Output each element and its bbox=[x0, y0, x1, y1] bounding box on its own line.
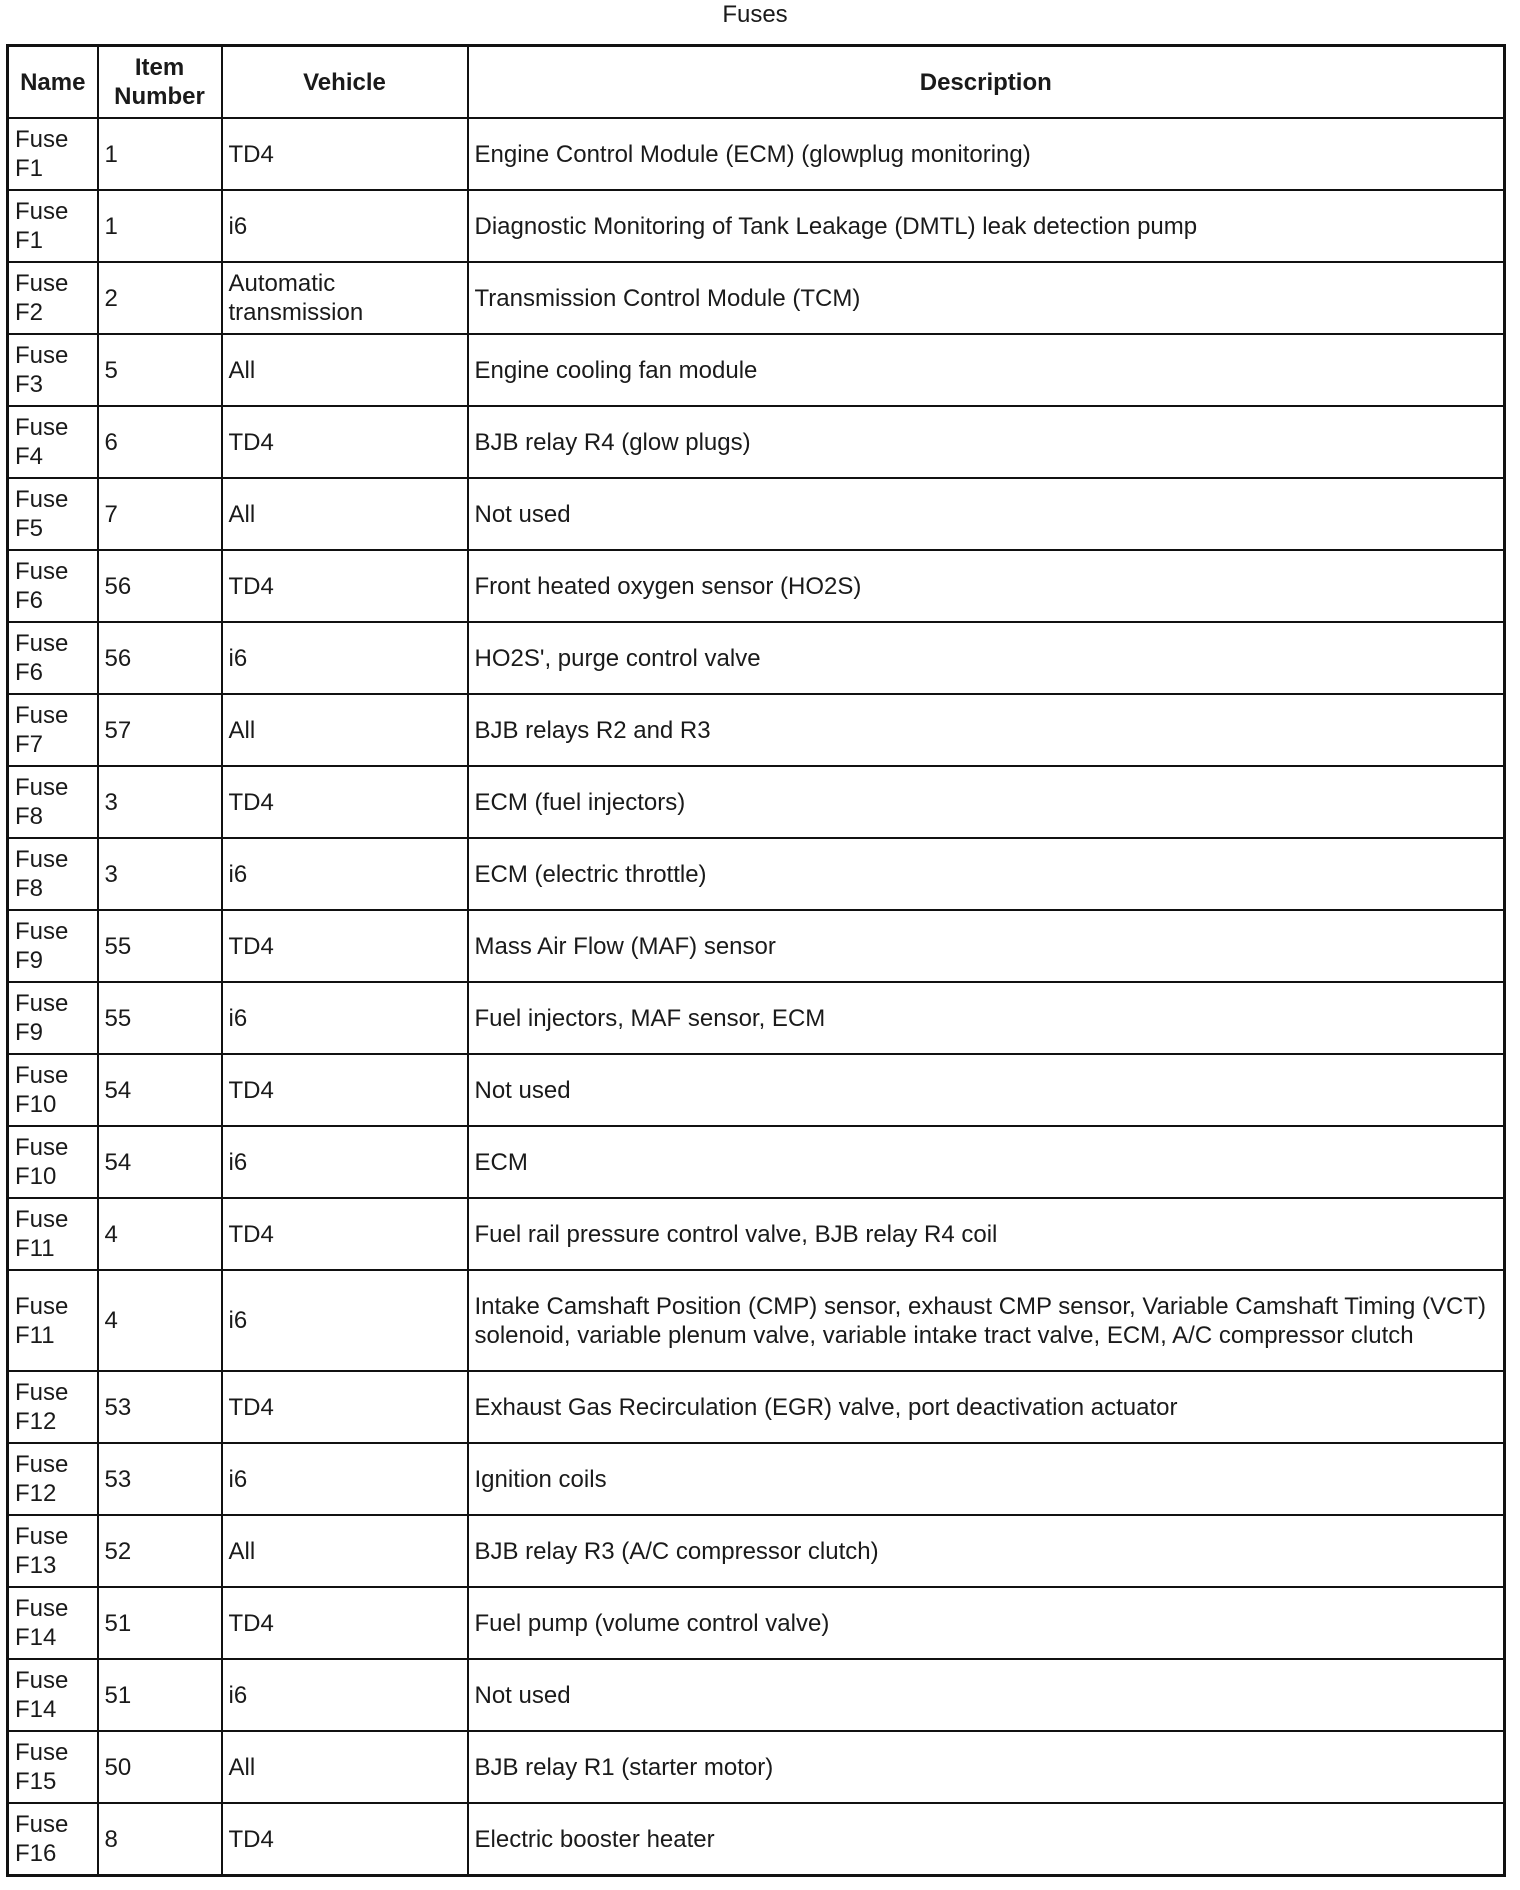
cell-vehicle: i6 bbox=[222, 1126, 468, 1198]
cell-vehicle: i6 bbox=[222, 622, 468, 694]
column-header-name: Name bbox=[8, 46, 98, 119]
cell-name: Fuse F8 bbox=[8, 766, 98, 838]
cell-description: Engine Control Module (ECM) (glowplug monitoring) bbox=[468, 118, 1505, 190]
table-row bbox=[8, 1054, 1505, 1126]
cell-name: Fuse F3 bbox=[8, 334, 98, 406]
table-row bbox=[8, 1803, 1505, 1876]
cell-name: Fuse F11 bbox=[8, 1198, 98, 1270]
cell-name: Fuse F8 bbox=[8, 838, 98, 910]
table-body bbox=[8, 118, 1505, 1876]
cell-vehicle: i6 bbox=[222, 1659, 468, 1731]
cell-item-number: 51 bbox=[98, 1587, 222, 1659]
cell-description: Mass Air Flow (MAF) sensor bbox=[468, 910, 1505, 982]
cell-description: Electric booster heater bbox=[468, 1803, 1505, 1876]
cell-item-number: 54 bbox=[98, 1054, 222, 1126]
cell-vehicle: All bbox=[222, 478, 468, 550]
cell-name: Fuse F9 bbox=[8, 982, 98, 1054]
cell-vehicle: All bbox=[222, 1515, 468, 1587]
cell-vehicle: TD4 bbox=[222, 406, 468, 478]
cell-item-number: 3 bbox=[98, 766, 222, 838]
cell-vehicle: i6 bbox=[222, 1270, 468, 1371]
cell-description: Exhaust Gas Recirculation (EGR) valve, port deactivation actuator bbox=[468, 1371, 1505, 1443]
cell-name: Fuse F9 bbox=[8, 910, 98, 982]
cell-description: Not used bbox=[468, 478, 1505, 550]
cell-item-number: 1 bbox=[98, 118, 222, 190]
cell-name: Fuse F16 bbox=[8, 1803, 98, 1876]
table-row bbox=[8, 406, 1505, 478]
header-row bbox=[8, 46, 1505, 119]
cell-name: Fuse F14 bbox=[8, 1587, 98, 1659]
table-row bbox=[8, 1270, 1505, 1371]
cell-item-number: 52 bbox=[98, 1515, 222, 1587]
cell-item-number: 4 bbox=[98, 1198, 222, 1270]
cell-item-number: 56 bbox=[98, 550, 222, 622]
table-row bbox=[8, 622, 1505, 694]
cell-item-number: 57 bbox=[98, 694, 222, 766]
cell-description: Engine cooling fan module bbox=[468, 334, 1505, 406]
cell-item-number: 50 bbox=[98, 1731, 222, 1803]
cell-item-number: 8 bbox=[98, 1803, 222, 1876]
cell-description: BJB relay R4 (glow plugs) bbox=[468, 406, 1505, 478]
cell-item-number: 1 bbox=[98, 190, 222, 262]
cell-vehicle: TD4 bbox=[222, 1054, 468, 1126]
table-row bbox=[8, 118, 1505, 190]
cell-description: Fuel pump (volume control valve) bbox=[468, 1587, 1505, 1659]
cell-name: Fuse F11 bbox=[8, 1270, 98, 1371]
cell-description: ECM (electric throttle) bbox=[468, 838, 1505, 910]
cell-vehicle: TD4 bbox=[222, 766, 468, 838]
cell-description: BJB relay R1 (starter motor) bbox=[468, 1731, 1505, 1803]
cell-vehicle: i6 bbox=[222, 190, 468, 262]
cell-vehicle: All bbox=[222, 694, 468, 766]
cell-description: Not used bbox=[468, 1659, 1505, 1731]
cell-name: Fuse F12 bbox=[8, 1443, 98, 1515]
cell-description: HO2S', purge control valve bbox=[468, 622, 1505, 694]
cell-name: Fuse F14 bbox=[8, 1659, 98, 1731]
cell-name: Fuse F1 bbox=[8, 118, 98, 190]
cell-description: Intake Camshaft Position (CMP) sensor, exhaust CMP sensor, Variable Camshaft Timing (VCT) solenoid, variable plenum valve, variable intake tract valve, ECM, A/C compressor clutch bbox=[468, 1270, 1505, 1371]
cell-description: Not used bbox=[468, 1054, 1505, 1126]
cell-description: ECM bbox=[468, 1126, 1505, 1198]
cell-name: Fuse F15 bbox=[8, 1731, 98, 1803]
cell-vehicle: TD4 bbox=[222, 1198, 468, 1270]
cell-description: Front heated oxygen sensor (HO2S) bbox=[468, 550, 1505, 622]
cell-description: Ignition coils bbox=[468, 1443, 1505, 1515]
table-row bbox=[8, 1443, 1505, 1515]
cell-name: Fuse F6 bbox=[8, 622, 98, 694]
table-row bbox=[8, 190, 1505, 262]
table-title: Fuses bbox=[722, 1, 788, 28]
cell-item-number: 2 bbox=[98, 262, 222, 334]
table-row bbox=[8, 838, 1505, 910]
cell-vehicle: All bbox=[222, 1731, 468, 1803]
cell-description: BJB relays R2 and R3 bbox=[468, 694, 1505, 766]
cell-description: Fuel rail pressure control valve, BJB relay R4 coil bbox=[468, 1198, 1505, 1270]
cell-item-number: 5 bbox=[98, 334, 222, 406]
column-header-item-number: Item Number bbox=[98, 46, 222, 119]
table-row bbox=[8, 262, 1505, 334]
cell-description: Diagnostic Monitoring of Tank Leakage (DMTL) leak detection pump bbox=[468, 190, 1505, 262]
cell-item-number: 51 bbox=[98, 1659, 222, 1731]
cell-vehicle: Automatic transmission bbox=[222, 262, 468, 334]
cell-item-number: 3 bbox=[98, 838, 222, 910]
cell-name: Fuse F12 bbox=[8, 1371, 98, 1443]
cell-vehicle: TD4 bbox=[222, 118, 468, 190]
cell-name: Fuse F2 bbox=[8, 262, 98, 334]
fuses-table bbox=[6, 44, 1506, 1877]
cell-name: Fuse F5 bbox=[8, 478, 98, 550]
cell-item-number: 7 bbox=[98, 478, 222, 550]
cell-name: Fuse F10 bbox=[8, 1054, 98, 1126]
cell-name: Fuse F4 bbox=[8, 406, 98, 478]
cell-name: Fuse F1 bbox=[8, 190, 98, 262]
table-row bbox=[8, 1731, 1505, 1803]
cell-vehicle: i6 bbox=[222, 838, 468, 910]
cell-name: Fuse F10 bbox=[8, 1126, 98, 1198]
cell-vehicle: TD4 bbox=[222, 1803, 468, 1876]
cell-item-number: 53 bbox=[98, 1371, 222, 1443]
cell-vehicle: TD4 bbox=[222, 910, 468, 982]
cell-vehicle: All bbox=[222, 334, 468, 406]
cell-vehicle: TD4 bbox=[222, 1371, 468, 1443]
cell-name: Fuse F7 bbox=[8, 694, 98, 766]
cell-description: Transmission Control Module (TCM) bbox=[468, 262, 1505, 334]
cell-vehicle: i6 bbox=[222, 1443, 468, 1515]
cell-description: BJB relay R3 (A/C compressor clutch) bbox=[468, 1515, 1505, 1587]
table-row bbox=[8, 1198, 1505, 1270]
table-row bbox=[8, 982, 1505, 1054]
table-row bbox=[8, 694, 1505, 766]
table-row bbox=[8, 1371, 1505, 1443]
table-row bbox=[8, 478, 1505, 550]
cell-name: Fuse F13 bbox=[8, 1515, 98, 1587]
cell-item-number: 54 bbox=[98, 1126, 222, 1198]
table-row bbox=[8, 334, 1505, 406]
cell-item-number: 4 bbox=[98, 1270, 222, 1371]
column-header-vehicle: Vehicle bbox=[222, 46, 468, 119]
column-header-description: Description bbox=[468, 46, 1505, 119]
cell-description: ECM (fuel injectors) bbox=[468, 766, 1505, 838]
cell-item-number: 55 bbox=[98, 982, 222, 1054]
table-row bbox=[8, 1587, 1505, 1659]
cell-item-number: 55 bbox=[98, 910, 222, 982]
table-row bbox=[8, 1126, 1505, 1198]
cell-item-number: 53 bbox=[98, 1443, 222, 1515]
cell-vehicle: TD4 bbox=[222, 1587, 468, 1659]
table-row bbox=[8, 766, 1505, 838]
cell-item-number: 56 bbox=[98, 622, 222, 694]
cell-vehicle: i6 bbox=[222, 982, 468, 1054]
table-row bbox=[8, 1659, 1505, 1731]
cell-description: Fuel injectors, MAF sensor, ECM bbox=[468, 982, 1505, 1054]
table-row bbox=[8, 910, 1505, 982]
table-row bbox=[8, 550, 1505, 622]
table-row bbox=[8, 1515, 1505, 1587]
cell-vehicle: TD4 bbox=[222, 550, 468, 622]
cell-item-number: 6 bbox=[98, 406, 222, 478]
cell-name: Fuse F6 bbox=[8, 550, 98, 622]
